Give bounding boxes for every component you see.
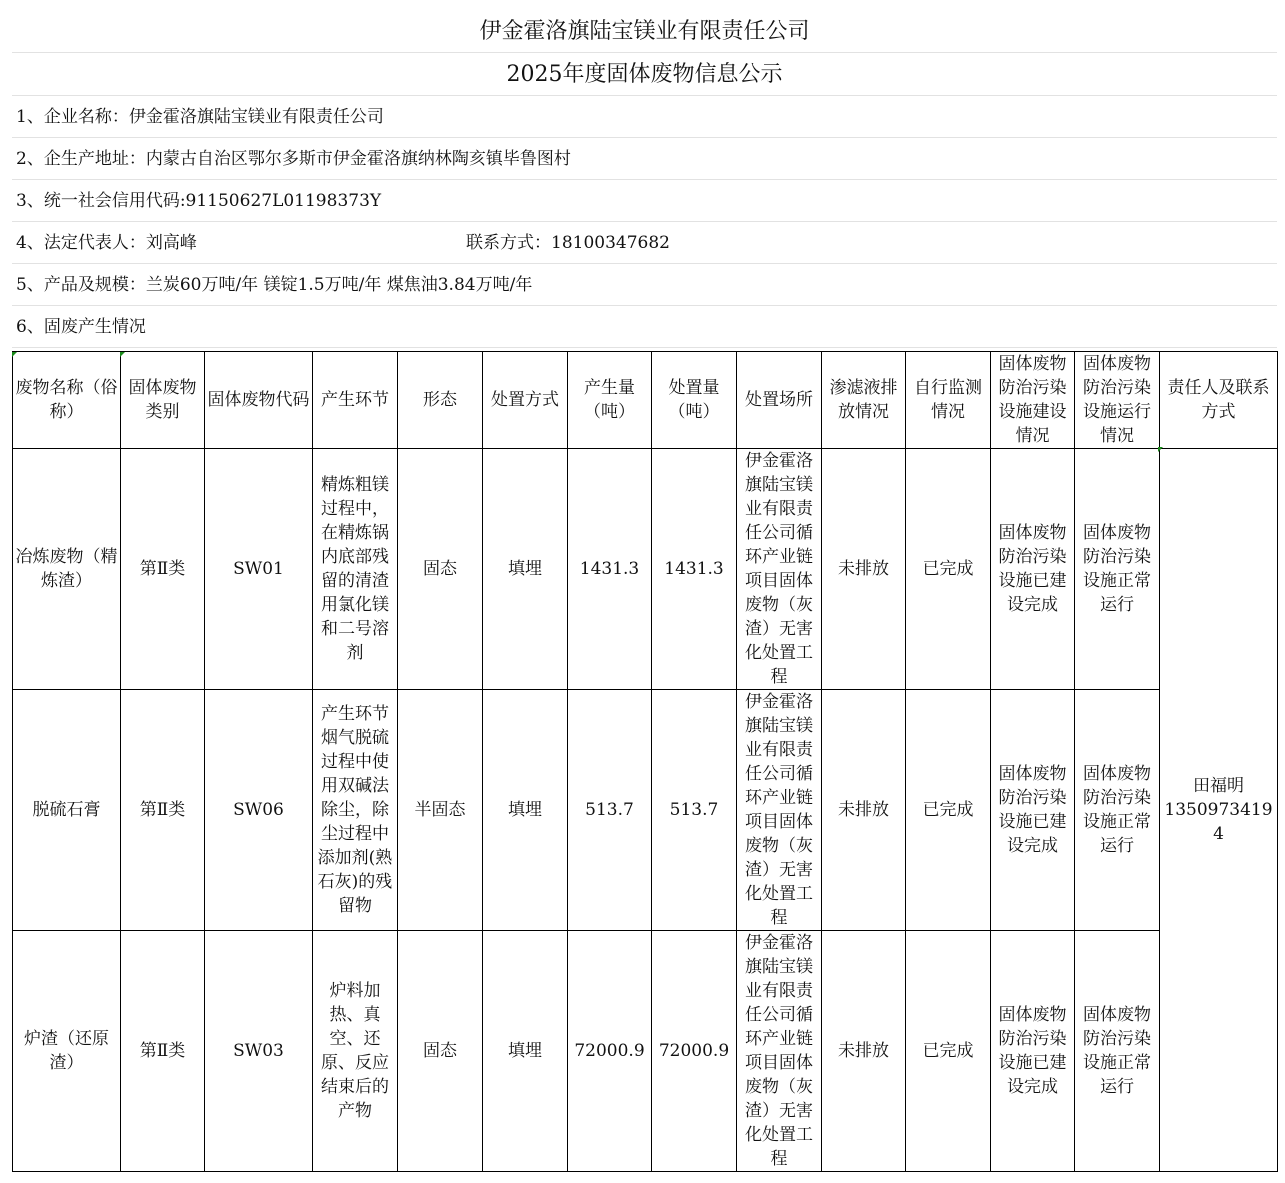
- stage-cell: 产生环节烟气脱硫过程中使用双碱法除尘，除尘过程中添加剂(熟石灰)的残留物: [313, 690, 398, 931]
- products-line: 5、产品及规模：兰炭60万吨/年 镁锭1.5万吨/年 煤焦油3.84万吨/年: [12, 264, 1277, 306]
- leachate-cell: 未排放: [822, 931, 906, 1172]
- site-cell: 伊金霍洛旗陆宝镁业有限责任公司循环产业链项目固体废物（灰渣）无害化处置工程: [737, 690, 822, 931]
- header-cell: 处置量（吨）: [652, 352, 737, 449]
- table-row: [13, 449, 1278, 690]
- produced-cell: 513.7: [568, 690, 652, 931]
- leachate-cell: 未排放: [822, 690, 906, 931]
- header-cell: 固体废物防治污染设施建设情况: [991, 352, 1075, 449]
- spreadsheet: [12, 10, 1277, 348]
- stage-cell: 精炼粗镁过程中，在精炼锅内底部残留的清渣用氯化镁和二号溶剂: [313, 449, 398, 690]
- code-cell: SW06: [205, 690, 313, 931]
- disposed-cell: 1431.3: [652, 449, 737, 690]
- form-cell: 固态: [398, 931, 483, 1172]
- disposed-cell: 513.7: [652, 690, 737, 931]
- code-cell: SW03: [205, 931, 313, 1172]
- operation-cell: 固体废物防治污染设施正常运行: [1075, 931, 1160, 1172]
- operation-cell: 固体废物防治污染设施正常运行: [1075, 449, 1160, 690]
- monitoring-cell: 已完成: [906, 690, 991, 931]
- header-cell: 处置场所: [737, 352, 822, 449]
- company-title: 伊金霍洛旗陆宝镁业有限责任公司: [12, 10, 1277, 53]
- credit-code-line: 3、统一社会信用代码:91150627L01198373Y: [12, 180, 1277, 222]
- operation-cell: 固体废物防治污染设施正常运行: [1075, 690, 1160, 931]
- responsible-cell: [1160, 449, 1278, 1172]
- header-cell: 固体废物代码: [205, 352, 313, 449]
- header-cell: 产生量（吨）: [568, 352, 652, 449]
- header-cell: 责任人及联系方式: [1160, 352, 1278, 449]
- form-cell: 半固态: [398, 690, 483, 931]
- responsible-name: 田福明: [1193, 776, 1244, 796]
- responsible-phone: 13509734194: [1164, 800, 1273, 844]
- header-cell: 自行监测情况: [906, 352, 991, 449]
- construction-cell: 固体废物防治污染设施已建设完成: [991, 449, 1075, 690]
- monitoring-cell: 已完成: [906, 931, 991, 1172]
- category-cell: 第Ⅱ类: [121, 931, 205, 1172]
- comment-marker-icon: [12, 352, 17, 357]
- waste-name-cell: 炉渣（还原渣）: [13, 931, 121, 1172]
- method-cell: 填埋: [483, 449, 568, 690]
- header-cell: 渗滤液排放情况: [822, 352, 906, 449]
- method-cell: 填埋: [483, 690, 568, 931]
- table-row: [13, 931, 1278, 1172]
- table-header-row: [13, 352, 1278, 449]
- method-cell: 填埋: [483, 931, 568, 1172]
- legal-rep-line: [12, 222, 1277, 264]
- address-line: 2、企生产地址：内蒙古自治区鄂尔多斯市伊金霍洛旗纳林陶亥镇毕鲁图村: [12, 138, 1277, 180]
- site-cell: 伊金霍洛旗陆宝镁业有限责任公司循环产业链项目固体废物（灰渣）无害化处置工程: [737, 449, 822, 690]
- waste-name-cell: 冶炼废物（精炼渣）: [13, 449, 121, 690]
- leachate-cell: 未排放: [822, 449, 906, 690]
- waste-section-line: 6、固废产生情况: [12, 306, 1277, 348]
- category-cell: 第Ⅱ类: [121, 690, 205, 931]
- report-title: 2025年度固体废物信息公示: [12, 53, 1277, 96]
- construction-cell: 固体废物防治污染设施已建设完成: [991, 690, 1075, 931]
- contact-text: 联系方式：18100347682: [466, 233, 670, 253]
- disposed-cell: 72000.9: [652, 931, 737, 1172]
- monitoring-cell: 已完成: [906, 449, 991, 690]
- header-cell: 固体废物防治污染设施运行情况: [1075, 352, 1160, 449]
- waste-name-cell: 脱硫石膏: [13, 690, 121, 931]
- table-row: [13, 690, 1278, 931]
- stage-cell: 炉料加热、真空、还原、反应结束后的产物: [313, 931, 398, 1172]
- header-cell: 固体废物类别: [121, 352, 205, 449]
- produced-cell: 72000.9: [568, 931, 652, 1172]
- waste-table: [12, 351, 1278, 1172]
- header-cell: 产生环节: [313, 352, 398, 449]
- comment-marker-icon: [120, 352, 125, 357]
- company-name-line: 1、企业名称：伊金霍洛旗陆宝镁业有限责任公司: [12, 96, 1277, 138]
- header-cell: 形态: [398, 352, 483, 449]
- site-cell: 伊金霍洛旗陆宝镁业有限责任公司循环产业链项目固体废物（灰渣）无害化处置工程: [737, 931, 822, 1172]
- produced-cell: 1431.3: [568, 449, 652, 690]
- header-cell: 废物名称（俗称）: [13, 352, 121, 449]
- category-cell: 第Ⅱ类: [121, 449, 205, 690]
- code-cell: SW01: [205, 449, 313, 690]
- comment-marker-icon: [1158, 447, 1163, 452]
- header-cell: 处置方式: [483, 352, 568, 449]
- construction-cell: 固体废物防治污染设施已建设完成: [991, 931, 1075, 1172]
- legal-rep-text: 4、法定代表人：刘高峰: [16, 233, 197, 253]
- form-cell: 固态: [398, 449, 483, 690]
